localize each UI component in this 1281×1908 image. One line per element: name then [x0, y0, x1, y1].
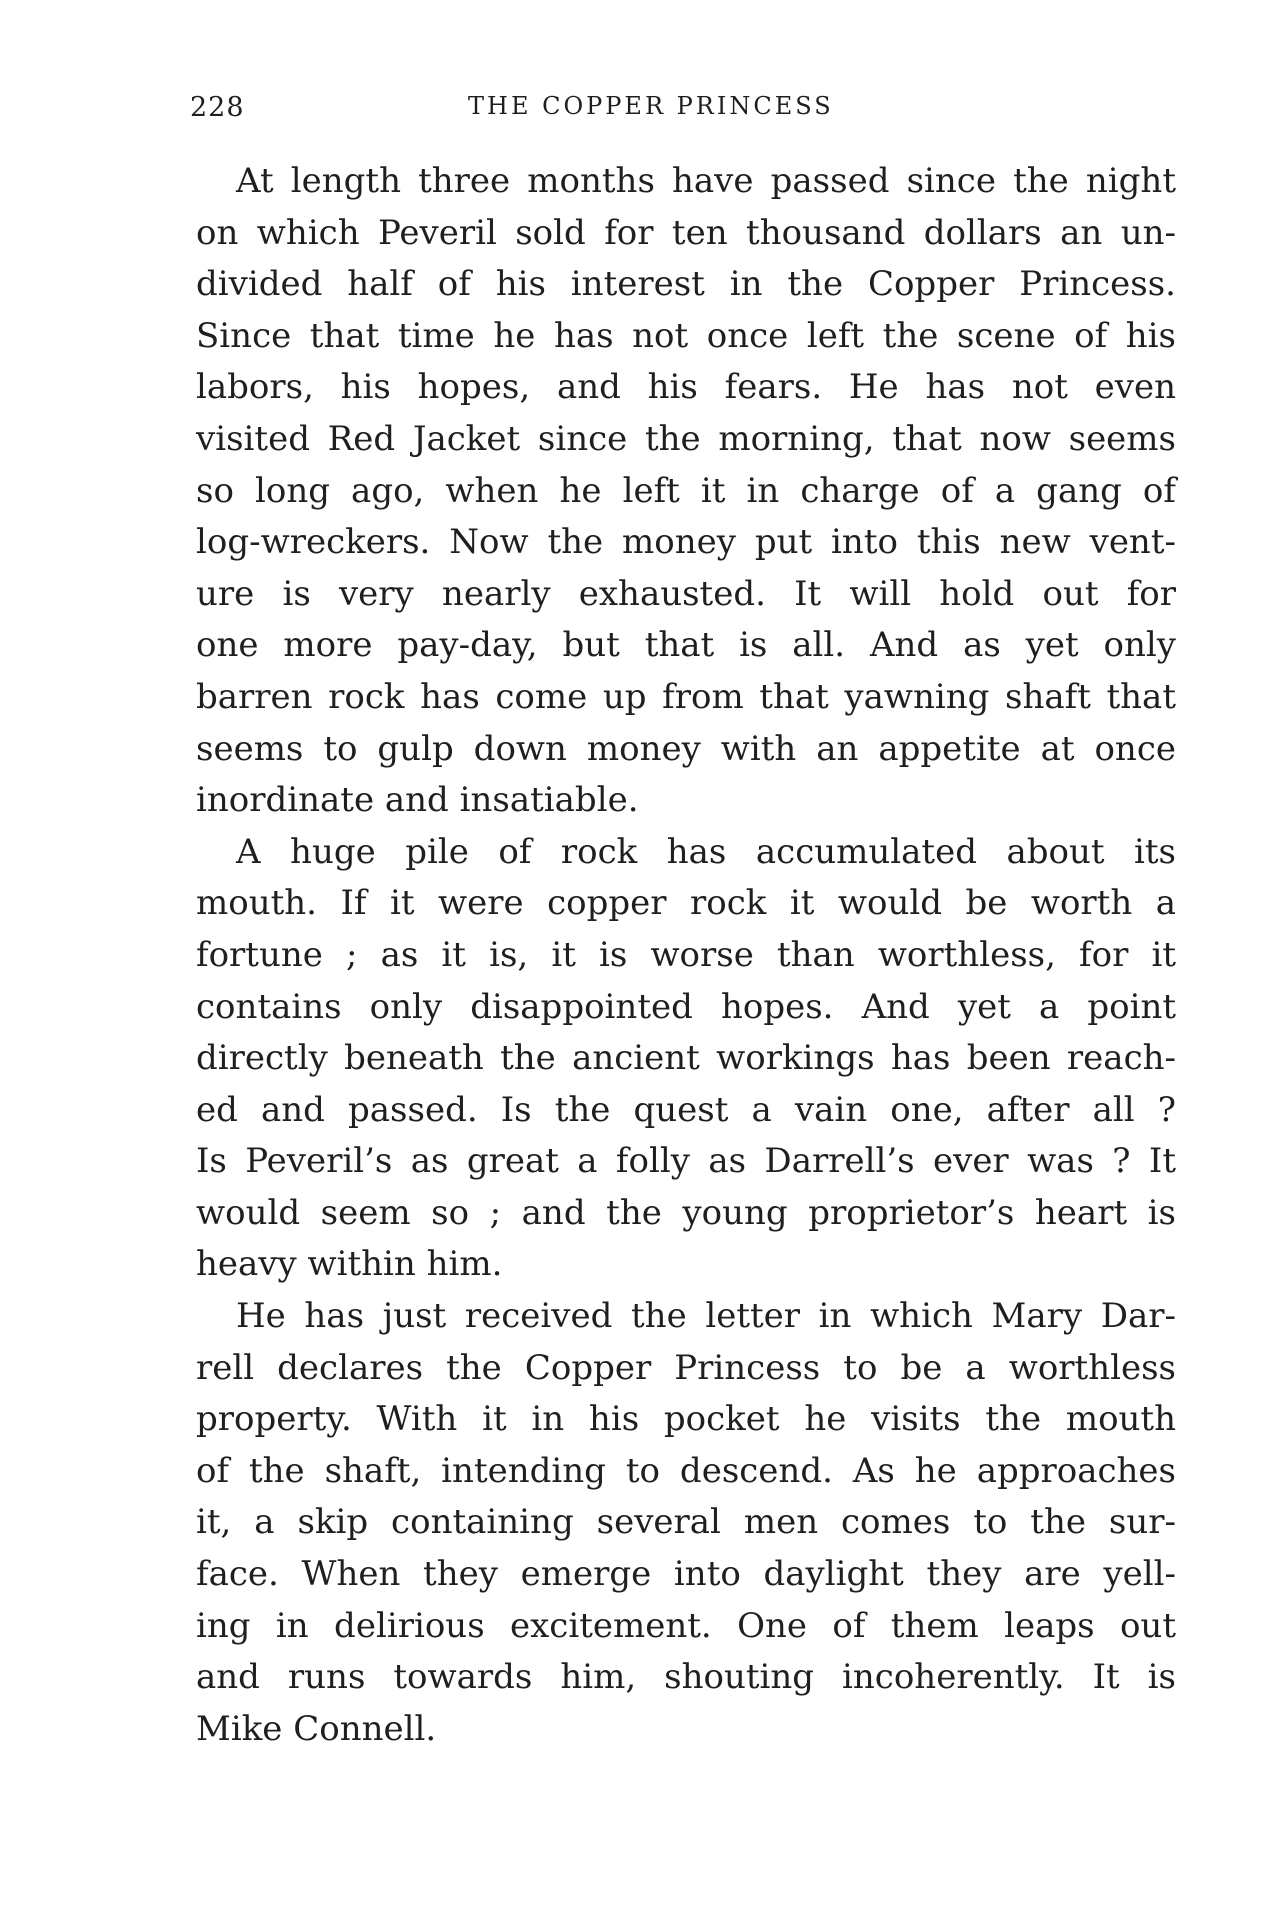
text-line: He has just received the letter in which Mary Dar-: [236, 1296, 1176, 1337]
text-line: ing in delirious excitement. One of them leaps out: [196, 1605, 1176, 1646]
text-line: of the shaft, intending to descend. As he approaches: [196, 1450, 1176, 1491]
paragraph-2: [196, 827, 1176, 1291]
running-title: THE COPPER PRINCESS: [468, 92, 834, 120]
text-line: fortune ; as it is, it is worse than worthless, for it: [196, 934, 1176, 975]
running-head: [190, 92, 1190, 132]
text-line: seems to gulp down money with an appetite at once: [196, 728, 1176, 769]
text-line: one more pay-day, but that is all. And as yet only: [196, 625, 1176, 666]
text-line: face. When they emerge into daylight they are yell-: [196, 1554, 1176, 1595]
text-line: mouth. If it were copper rock it would be worth a: [196, 883, 1176, 924]
text-line: rell declares the Copper Princess to be a worthless: [196, 1347, 1176, 1388]
text-line: on which Peveril sold for ten thousand dollars an un-: [196, 212, 1176, 253]
text-line: A huge pile of rock has accumulated about its: [236, 831, 1176, 872]
text-line: labors, his hopes, and his fears. He has not even: [196, 367, 1176, 408]
text-line: log-wreckers. Now the money put into this new vent-: [196, 522, 1176, 563]
paragraph-1: [196, 156, 1176, 827]
text-line: would seem so ; and the young proprietor’s heart is: [196, 1192, 1176, 1233]
text-line: At length three months have passed since the night: [236, 161, 1176, 201]
text-line: visited Red Jacket since the morning, that now seems: [196, 418, 1176, 459]
text-line: property. With it in his pocket he visits the mouth: [196, 1399, 1176, 1440]
text-line: ed and passed. Is the quest a vain one, after all ?: [196, 1089, 1176, 1130]
text-line: Is Peveril’s as great a folly as Darrell’s ever was ? It: [196, 1141, 1176, 1182]
text-line: divided half of his interest in the Copper Princess.: [196, 264, 1176, 305]
text-line: Since that time he has not once left the scene of his: [196, 315, 1176, 356]
text-line: heavy within him.: [196, 1244, 503, 1285]
text-line: it, a skip containing several men comes to the sur-: [196, 1502, 1176, 1543]
body-text: [196, 156, 1176, 1755]
text-line: directly beneath the ancient workings has been reach-: [196, 1038, 1176, 1079]
text-line: inordinate and insatiable.: [196, 780, 639, 821]
paragraph-3: [196, 1291, 1176, 1755]
text-line: contains only disappointed hopes. And yet a point: [196, 986, 1176, 1027]
text-line: barren rock has come up from that yawning shaft that: [196, 676, 1176, 717]
text-line: and runs towards him, shouting incoherently. It is: [196, 1657, 1176, 1698]
text-line: so long ago, when he left it in charge of a gang of: [196, 470, 1176, 511]
text-line: Mike Connell.: [196, 1708, 437, 1749]
text-line: ure is very nearly exhausted. It will hold out for: [196, 573, 1176, 614]
page-number: 228: [190, 92, 245, 123]
